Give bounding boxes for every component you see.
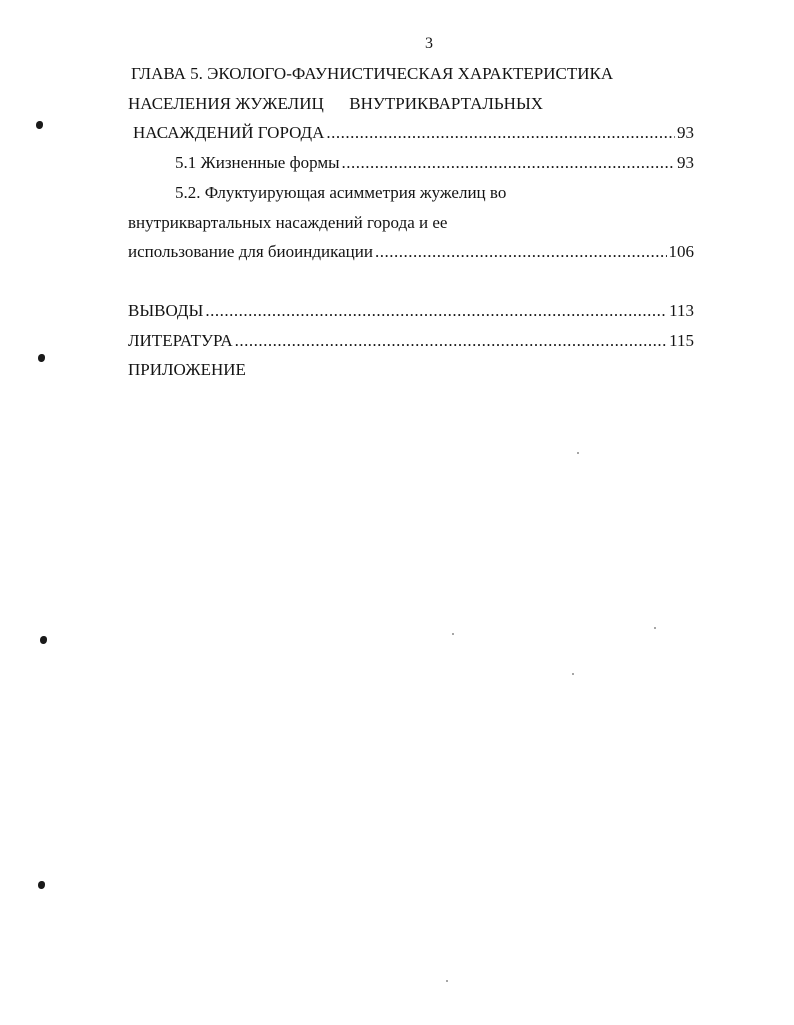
page-number: 3 [425,35,433,52]
toc-chapter-5-line-2: НАСЕЛЕНИЯ ЖУЖЕЛИЦ ВНУТРИКВАРТАЛЬНЫХ [128,94,544,113]
toc-section-5-2-line-2: внутриквартальных насаждений города и ее [128,213,448,232]
leader-dots [326,122,675,144]
toc-page-number: 115 [669,331,694,350]
leader-dots [235,330,668,352]
toc-entry-section-5-2[interactable] [128,241,694,263]
binding-mark [38,354,45,362]
toc-page-number: 93 [677,123,694,142]
toc-entry-section-5-1[interactable] [175,152,694,174]
toc-section-5-2-line-1: 5.2. Флуктуирующая асимметрия жужелиц во [175,183,507,202]
toc-entry-label: ЛИТЕРАТУРА [128,331,233,350]
scan-speck [446,980,448,982]
scan-speck [452,633,454,635]
scan-speck [577,452,579,454]
toc-chapter-5-line-1: ГЛАВА 5. ЭКОЛОГО-ФАУНИСТИЧЕСКАЯ ХАРАКТЕРИСТИКА [131,64,614,83]
leader-dots [342,152,675,174]
toc-page-number: 93 [677,153,694,172]
leader-dots [205,300,667,322]
toc-entry-chapter-5[interactable] [133,122,694,144]
binding-mark [36,121,43,129]
toc-entry-appendix[interactable]: ПРИЛОЖЕНИЕ [128,360,246,379]
leader-dots [375,241,667,263]
toc-entry-label: ВЫВОДЫ [128,301,204,320]
toc-page-number: 113 [669,301,694,320]
binding-mark [40,636,47,644]
scan-speck [572,673,574,675]
toc-entry-label: использование для биоиндикации [128,242,373,261]
toc-entry-conclusions[interactable] [128,300,694,322]
toc-entry-literature[interactable] [128,330,694,352]
toc-page-number: 106 [668,242,694,261]
toc-entry-label: НАСАЖДЕНИЙ ГОРОДА [133,123,325,142]
toc-entry-label: 5.1 Жизненные формы [175,153,340,172]
scan-speck [654,627,656,629]
binding-mark [38,881,45,889]
